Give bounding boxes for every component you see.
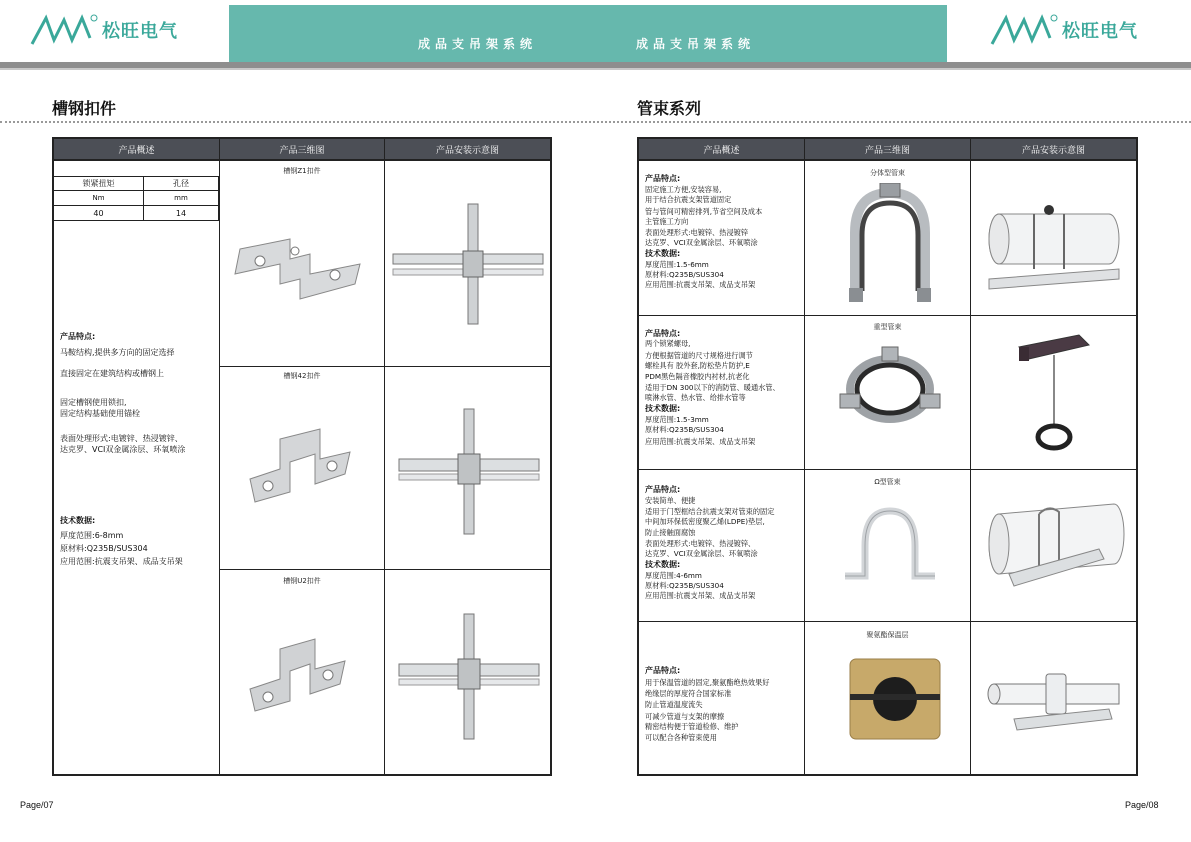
bracket-42-image xyxy=(240,424,360,524)
left-header-overview: 产品概述 xyxy=(54,139,220,161)
heavy-clamp-image xyxy=(835,339,945,429)
spec-unit-hole: mm xyxy=(144,191,219,206)
banner-text-right: 成品支吊架系统 xyxy=(636,37,756,51)
split-clamp-image xyxy=(835,183,945,305)
bracket-u2-image xyxy=(240,629,360,729)
split-clamp-install-image xyxy=(979,184,1129,304)
brand-name: 松旺电气 xyxy=(1062,21,1138,42)
row4-line-4: 可减少管道与支架的摩擦 xyxy=(645,712,725,721)
row1-line-3: 管与管间可精密排列,节省空间及成本 xyxy=(645,207,763,216)
spec-value-hole: 14 xyxy=(144,206,219,221)
page-number-left: Page/07 xyxy=(20,800,54,810)
row2-tech-3: 应用范围:抗震支吊架、成品支吊架 xyxy=(645,437,756,446)
row1-line-2: 用于结合抗震支架管道固定 xyxy=(645,195,732,204)
feature-1: 马鞍结构,提供多方向的固定选择 xyxy=(60,348,175,357)
row2-line-6: 喷淋水管、热水管、给排水管等 xyxy=(645,393,746,402)
spec-value-torque: 40 xyxy=(54,206,144,221)
row2-tech-title: 技术数据: xyxy=(645,404,681,413)
tech-1: 厚度范围:6-8mm xyxy=(60,531,124,540)
row2-tech-2: 原材料:Q235B/SUS304 xyxy=(645,425,724,434)
tech-2: 原材料:Q235B/SUS304 xyxy=(60,544,148,553)
brand-logo-right xyxy=(988,8,1138,52)
row3-line-6: 达克罗、VCI双金属涂层、环氧喷涂 xyxy=(645,549,758,558)
product-label-42: 槽钢42扣件 xyxy=(283,372,321,380)
left-header-install: 产品安装示意图 xyxy=(385,139,550,161)
row3-line-4: 防止接触面腐蚀 xyxy=(645,528,696,537)
install-z1-image xyxy=(388,199,548,329)
row1-tech-2: 原材料:Q235B/SUS304 xyxy=(645,270,724,279)
row4-line-1: 用于保温管道的固定,聚氨酯绝热效果好 xyxy=(645,678,770,687)
row2-tech-1: 厚度范围:1.5-3mm xyxy=(645,415,709,424)
row3-tech-title: 技术数据: xyxy=(645,560,681,569)
row1-product-name: 分体型管束 xyxy=(870,169,905,177)
row3-line-1: 安装简单、便捷 xyxy=(645,496,696,505)
row4-title: 产品特点: xyxy=(645,666,681,675)
install-42-image xyxy=(394,404,544,539)
spec-unit-torque: Nm xyxy=(54,191,144,206)
install-u2-image xyxy=(394,609,544,744)
row3-title: 产品特点: xyxy=(645,485,681,494)
row4-line-3: 防止管道温度流失 xyxy=(645,700,703,709)
omega-clamp-install-image xyxy=(979,494,1129,604)
row2-line-5: 适用于DN 300以下的消防管、暖通水管、 xyxy=(645,383,780,392)
header-banner xyxy=(229,5,947,63)
row2-line-3: 螺栓具有 胶外套,防松垫片防护,E xyxy=(645,361,750,370)
right-section-title: 管束系列 xyxy=(637,99,702,118)
spec-header-torque: 锁紧扭矩 xyxy=(54,176,144,191)
feature-4: 表面处理形式:电镀锌、热浸镀锌、 达克罗、VCI双金属涂层、环氧喷涂 xyxy=(60,434,186,454)
row3-tech-2: 原材料:Q235B/SUS304 xyxy=(645,581,724,590)
row3-product-name: Ω型管束 xyxy=(874,478,901,486)
row3-tech-1: 厚度范围:4-6mm xyxy=(645,571,702,580)
pu-insulation-image xyxy=(845,649,945,744)
row1-title: 产品特点: xyxy=(645,174,681,183)
pu-insulation-install-image xyxy=(984,644,1129,749)
right-header-3d: 产品三维图 xyxy=(805,139,971,161)
left-header-3d: 产品三维图 xyxy=(220,139,385,161)
row2-line-4: PDM黑色隔音橡胶内衬材,抗老化 xyxy=(645,372,750,381)
row1-tech-title: 技术数据: xyxy=(645,249,681,258)
row1-tech-1: 厚度范围:1.5-6mm xyxy=(645,260,709,269)
row2-line-1: 两个锁紧螺母, xyxy=(645,339,691,348)
product-label-z1: 槽钢Z1扣件 xyxy=(283,167,321,175)
features-title: 产品特点: xyxy=(60,332,96,341)
row1-line-1: 固定施工方便,安装容易, xyxy=(645,185,722,194)
row2-product-name: 重型管束 xyxy=(873,323,902,331)
row3-line-3: 中间加环保低密度聚乙烯(LDPE)垫层, xyxy=(645,517,765,526)
feature-2: 直接固定在建筑结构或槽钢上 xyxy=(60,369,164,378)
row1-tech-3: 应用范围:抗震支吊架、成品支吊架 xyxy=(645,280,756,289)
row3-line-2: 适用于门型框结合抗震支架对管束的固定 xyxy=(645,507,775,516)
brand-mark-icon xyxy=(988,10,1060,50)
spec-header-hole: 孔径 xyxy=(144,176,219,191)
bracket-z1-image xyxy=(230,219,370,309)
row1-line-5: 表面处理形式:电镀锌、热浸镀锌 xyxy=(645,228,749,237)
omega-clamp-image xyxy=(835,501,945,591)
brand-logo-left xyxy=(28,8,178,52)
row4-line-2: 绝缘层的厚度符合国家标准 xyxy=(645,689,732,698)
row2-title: 产品特点: xyxy=(645,329,681,338)
row1-line-4: 主管施工方向 xyxy=(645,217,689,226)
tech-title: 技术数据: xyxy=(60,516,96,525)
tech-3: 应用范围:抗震支吊架、成品支吊架 xyxy=(60,557,183,566)
right-header-overview: 产品概述 xyxy=(639,139,805,161)
right-product-table xyxy=(637,137,1138,776)
product-label-u2: 槽钢U2扣件 xyxy=(283,577,321,585)
row4-product-name: 聚氨酯保温层 xyxy=(866,631,909,639)
brand-name: 松旺电气 xyxy=(102,21,178,42)
feature-3: 固定槽钢使用锁扣, 固定结构基础使用锚栓 xyxy=(60,398,140,418)
left-product-table xyxy=(52,137,552,776)
brand-mark-icon xyxy=(28,10,100,50)
row3-line-5: 表面处理形式:电镀锌、热浸镀锌、 xyxy=(645,539,756,548)
row1-line-6: 达克罗、VCI双金属涂层、环氧喷涂 xyxy=(645,238,758,247)
banner-text-left: 成品支吊架系统 xyxy=(418,37,538,51)
page-number-right: Page/08 xyxy=(1125,800,1159,810)
right-header-install: 产品安装示意图 xyxy=(971,139,1136,161)
row2-line-2: 方便根据管道的尺寸规格进行调节 xyxy=(645,351,753,360)
row3-tech-3: 应用范围:抗震支吊架、成品支吊架 xyxy=(645,591,756,600)
header-divider-light xyxy=(0,68,1191,70)
dotted-separator xyxy=(0,121,1191,123)
row4-line-6: 可以配合各种管束使用 xyxy=(645,733,717,742)
row4-line-5: 精密结构便于管道检修、维护 xyxy=(645,722,739,731)
left-section-title: 槽钢扣件 xyxy=(52,99,117,118)
heavy-clamp-install-image xyxy=(1009,327,1099,457)
